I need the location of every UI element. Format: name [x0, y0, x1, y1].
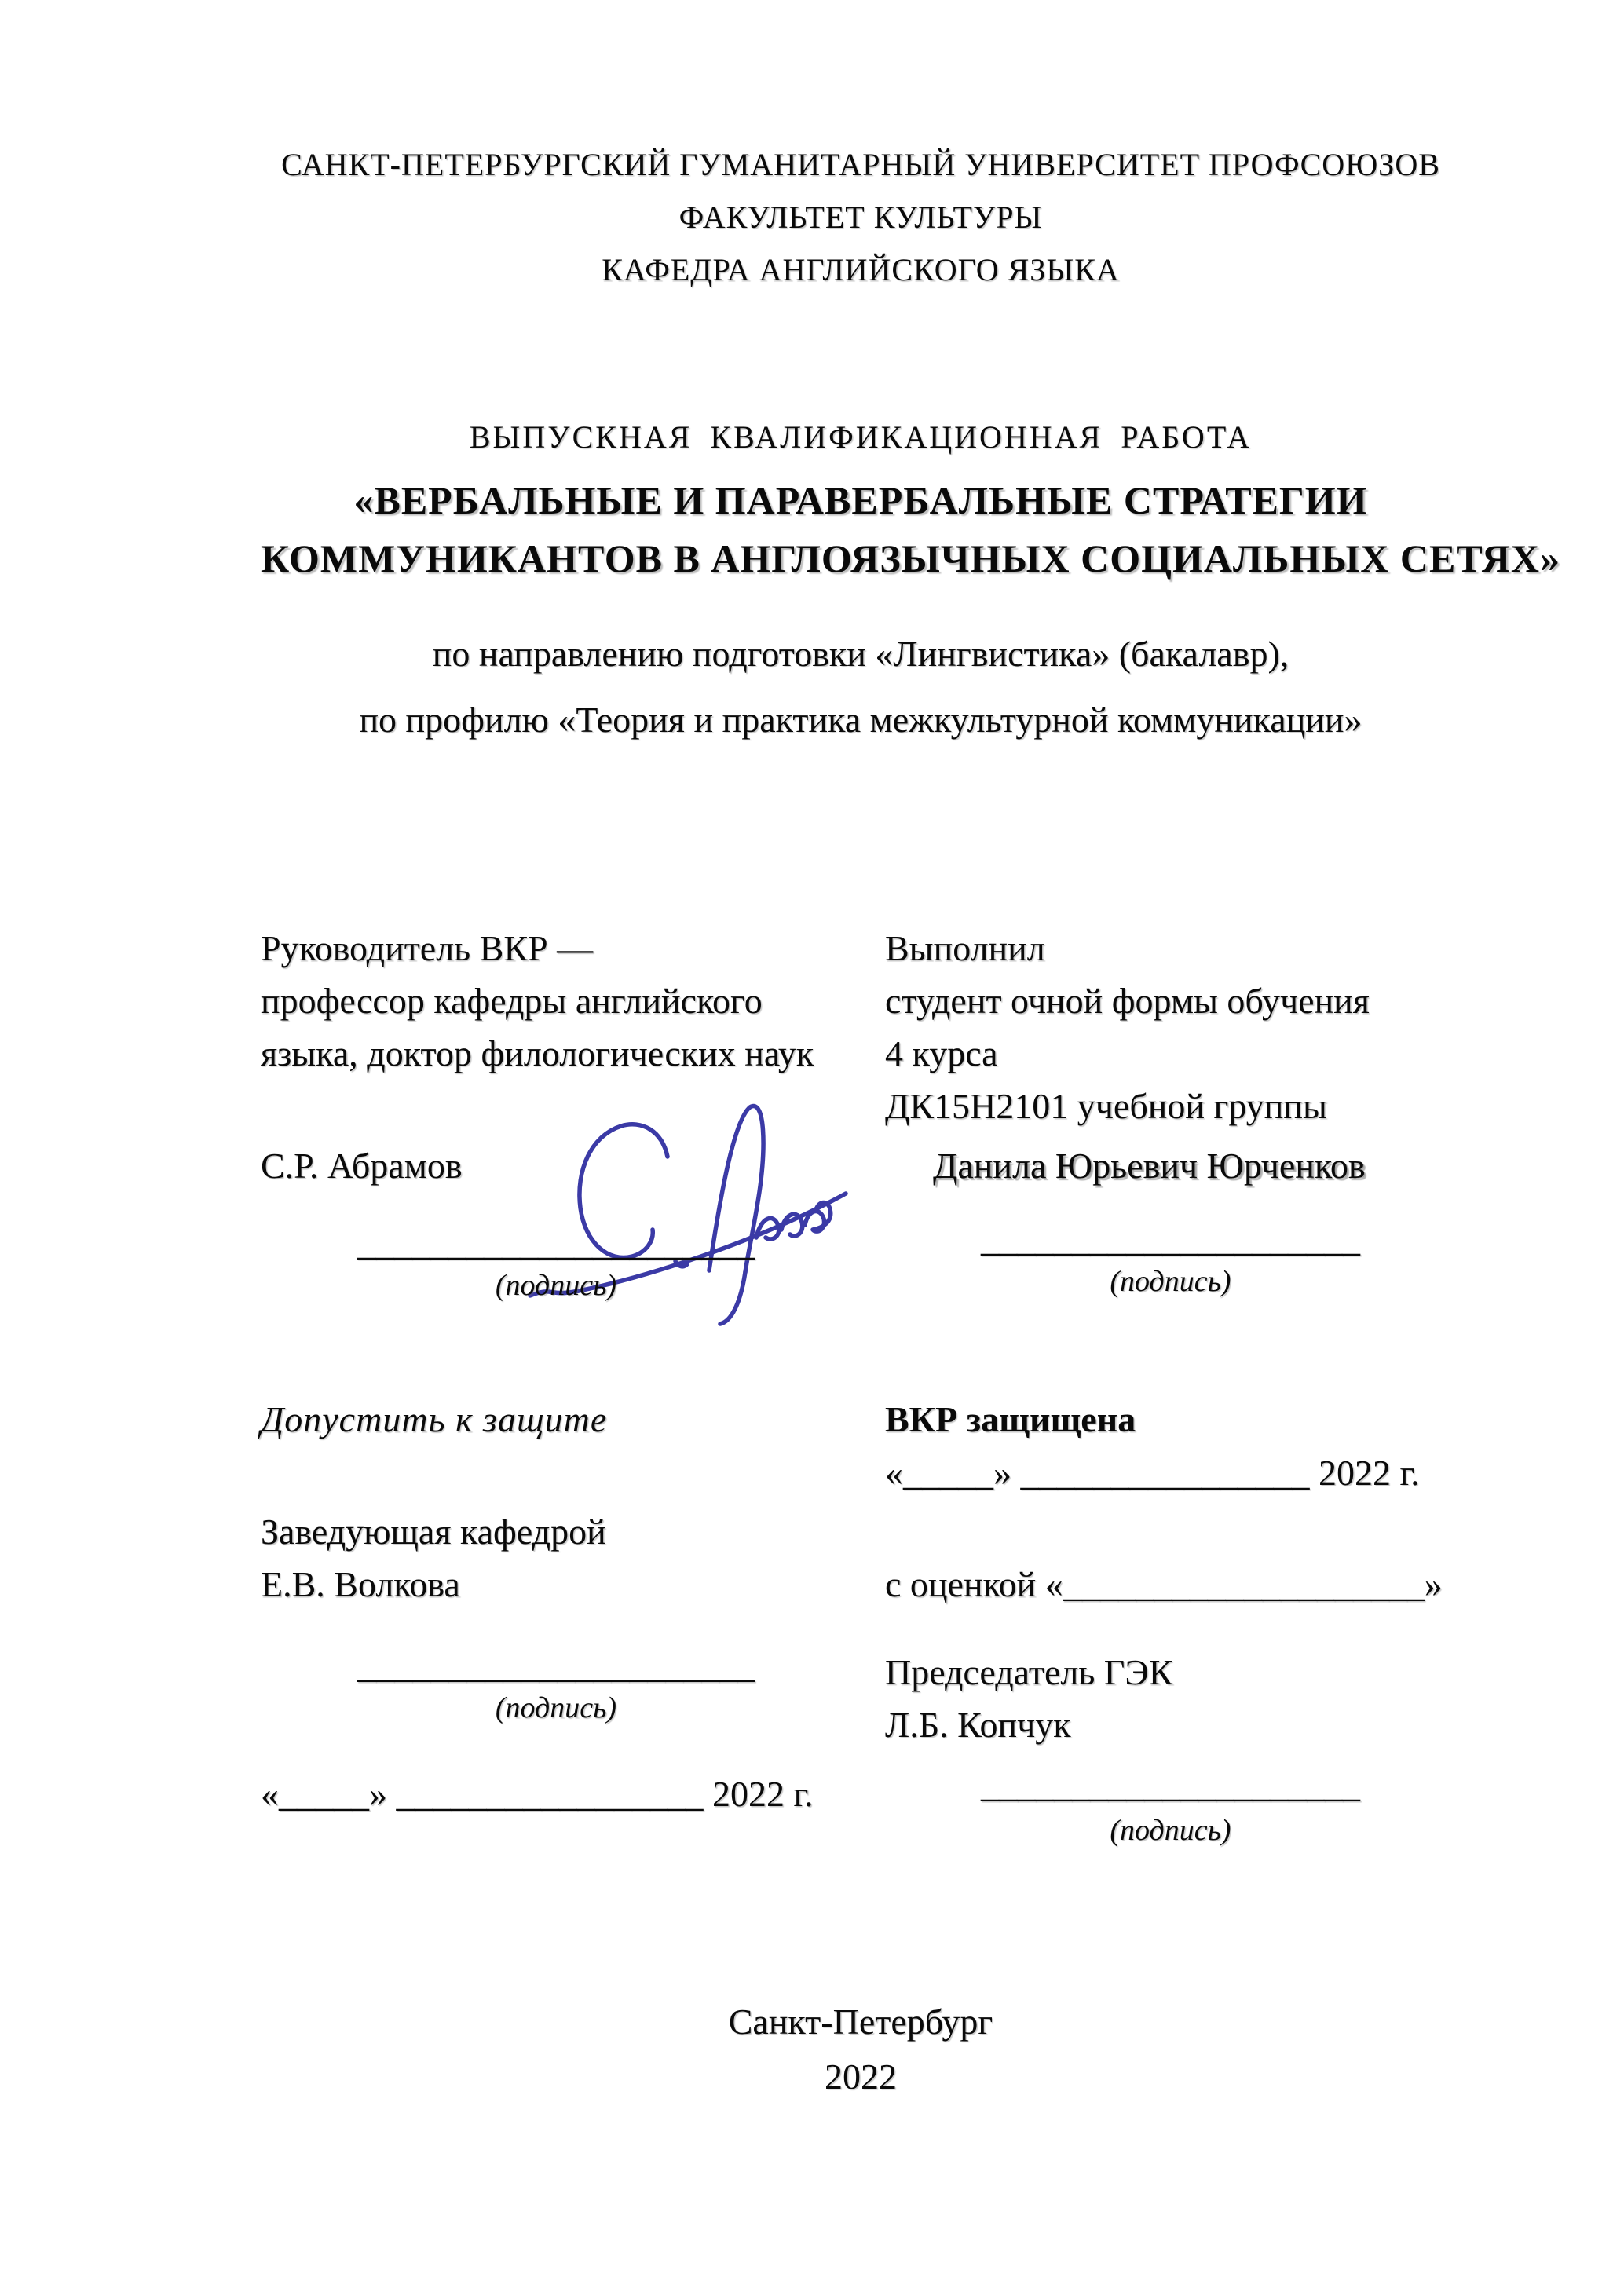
supervisor-signature-line: ______________________ — [357, 1223, 755, 1263]
student-signature-line: _____________________ — [981, 1219, 1360, 1259]
defense-date-line: «_____» ________________ 2022 г. — [885, 1453, 1420, 1493]
supervisor-name: С.Р. Абрамов — [261, 1146, 463, 1186]
student-performed-label: Выполнил — [885, 928, 1045, 968]
supervisor-role-line1: Руководитель ВКР — — [261, 928, 594, 968]
student-signature-caption: (подпись) — [1110, 1265, 1231, 1298]
grade-line: с оценкой «____________________» — [885, 1564, 1443, 1604]
thesis-title-line1: «ВЕРБАЛЬНЫЕ И ПАРАВЕРБАЛЬНЫЕ СТРАТЕГИИ — [353, 478, 1368, 522]
degree-direction: по направлению подготовки «Лингвистика» (бакалавр), — [432, 634, 1289, 674]
faculty-name: ФАКУЛЬТЕТ КУЛЬТУРЫ — [678, 199, 1043, 235]
department-head-name: Е.В. Волкова — [261, 1564, 460, 1604]
university-name: САНКТ-ПЕТЕРБУРГСКИЙ ГУМАНИТАРНЫЙ УНИВЕРСИТЕТ ПРОФСОЮЗОВ — [281, 147, 1440, 182]
admission-date-line: «_____» _________________ 2022 г. — [261, 1774, 814, 1814]
thesis-title-line2: КОММУНИКАНТОВ В АНГЛОЯЗЫЧНЫХ СОЦИАЛЬНЫХ СЕТЯХ» — [261, 536, 1561, 580]
student-name: Данила Юрьевич Юрченков — [933, 1146, 1366, 1186]
supervisor-role-line2: профессор кафедры английского — [261, 981, 763, 1021]
department-head-label: Заведующая кафедрой — [261, 1512, 606, 1552]
student-study-form: студент очной формы обучения — [885, 981, 1370, 1021]
supervisor-signature-caption: (подпись) — [495, 1269, 617, 1302]
student-course: 4 курса — [885, 1033, 998, 1073]
chairman-signature-caption: (подпись) — [1110, 1814, 1231, 1847]
work-type-heading: ВЫПУСКНАЯ КВАЛИФИКАЦИОННАЯ РАБОТА — [469, 419, 1253, 455]
supervisor-role-line3: языка, доктор филологических наук — [261, 1033, 814, 1073]
chairman-signature-line: _____________________ — [981, 1764, 1360, 1804]
student-group: ДК15Н2101 учебной группы — [885, 1086, 1327, 1126]
defended-label: ВКР защищена — [885, 1399, 1136, 1439]
department-head-signature-caption: (подпись) — [495, 1691, 617, 1724]
department-name: КАФЕДРА АНГЛИЙСКОГО ЯЗЫКА — [602, 252, 1120, 287]
degree-profile: по профилю «Теория и практика межкультурной коммуникации» — [359, 700, 1362, 740]
admit-to-defense-label: Допустить к защите — [261, 1399, 608, 1439]
footer-city: Санкт-Петербург — [728, 2002, 993, 2042]
committee-chairman-label: Председатель ГЭК — [885, 1652, 1173, 1692]
committee-chairman-name: Л.Б. Копчук — [885, 1705, 1071, 1745]
department-head-signature-line: ______________________ — [357, 1645, 755, 1685]
footer-year: 2022 — [825, 2057, 897, 2097]
